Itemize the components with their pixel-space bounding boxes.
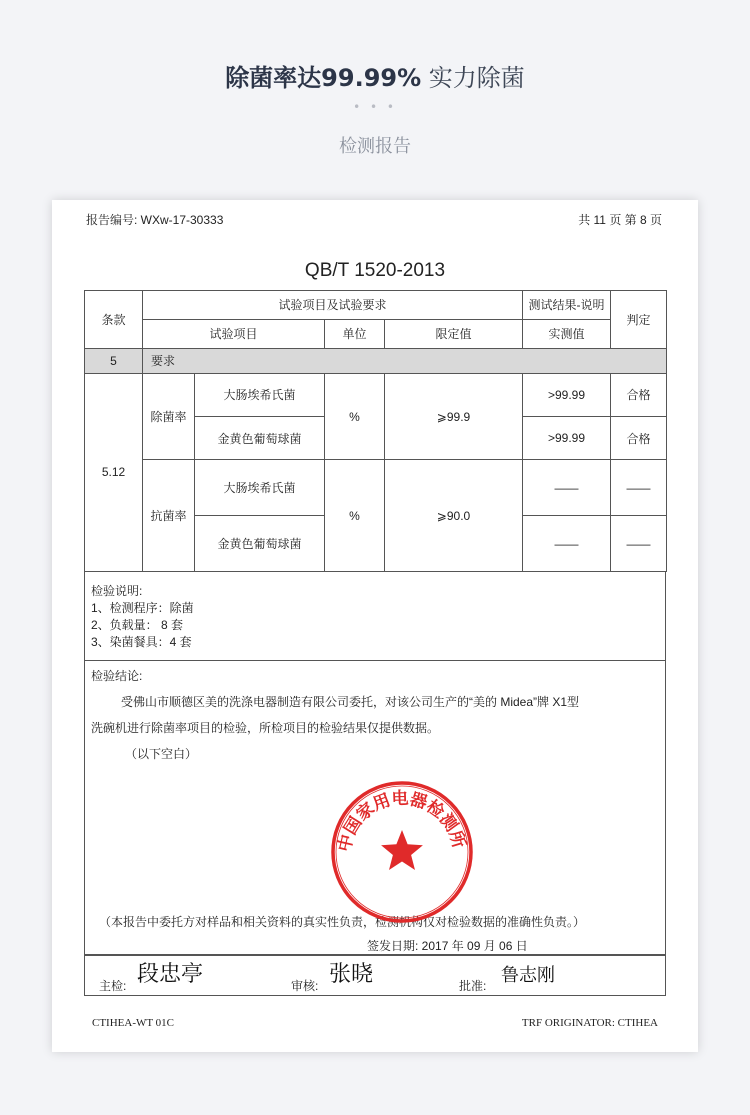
header-limit: 限定值 — [385, 319, 523, 348]
judgement-value: —— — [611, 460, 667, 516]
notes-line: 3、染菌餐具：4 套 — [91, 635, 192, 649]
item-name: 金黄色葡萄球菌 — [195, 516, 325, 572]
test-notes — [84, 572, 666, 661]
issue-date: 签发日期: 2017 年 09 月 06 日 — [367, 939, 528, 953]
table-row — [85, 460, 667, 516]
header-clause: 条款 — [85, 291, 143, 349]
item-name: 大肠埃希氏菌 — [195, 373, 325, 416]
main-inspector-signature: 段忠亭 — [137, 962, 204, 987]
conclusion-title: 检验结论: — [91, 669, 143, 683]
report-number: 报告编号: WXw-17-30333 — [86, 213, 224, 227]
item-name: 金黄色葡萄球菌 — [195, 417, 325, 460]
main-inspector-label: 主检: — [99, 979, 127, 993]
approver-signature: 鲁志刚 — [501, 965, 555, 986]
signature-block — [84, 954, 666, 996]
measured-value: >99.99 — [523, 417, 611, 460]
standard-title: QB/T 1520-2013 — [304, 260, 446, 281]
limit-value: ⩾90.0 — [385, 460, 523, 572]
seal-star-icon — [381, 830, 423, 870]
disclaimer: （本报告中委托方对样品和相关资料的真实性负责，检测机构仅对检验数据的准确性负责。） — [99, 915, 586, 929]
header-measured: 实测值 — [523, 319, 611, 348]
reviewer-signature: 张晓 — [329, 962, 374, 987]
approver-label: 批准: — [459, 979, 487, 993]
measured-value: —— — [523, 516, 611, 572]
unit-value: % — [325, 373, 385, 460]
judgement-value: —— — [611, 516, 667, 572]
title-divider-dots: • • • — [353, 100, 397, 114]
conclusion-paragraph-cont: 洗碗机进行除菌率项目的检验，所检项目的检验结果仅提供数据。 — [91, 721, 440, 735]
table-row — [85, 373, 667, 416]
official-seal-icon — [330, 780, 474, 924]
conclusion-paragraph: 受佛山市顺德区美的洗涤电器制造有限公司委托，对该公司生产的“美的 Midea”牌 X1型 — [121, 695, 580, 709]
page-subtitle: 检测报告 — [339, 136, 411, 157]
blank-note: （以下空白） — [125, 747, 198, 761]
judgement-value: 合格 — [611, 373, 667, 416]
judgement-value: 合格 — [611, 417, 667, 460]
limit-value: ⩾99.9 — [385, 373, 523, 460]
header-item: 试验项目 — [143, 319, 325, 348]
item-name: 大肠埃希氏菌 — [195, 460, 325, 516]
results-table — [84, 290, 667, 572]
group-name: 除菌率 — [143, 373, 195, 460]
title-highlight: 除菌率达99.99% — [225, 64, 422, 92]
measured-value: >99.99 — [523, 373, 611, 416]
header-result: 测试结果-说明 — [523, 291, 611, 320]
title-rest: 实力除菌 — [421, 64, 525, 92]
clause-number: 5.12 — [85, 373, 143, 571]
header-unit: 单位 — [325, 319, 385, 348]
page-info: 共 11 页 第 8 页 — [578, 213, 662, 227]
footer-originator: TRF ORIGINATOR: CTIHEA — [521, 1017, 658, 1029]
req-label: 要求 — [143, 348, 667, 373]
page-title — [0, 58, 750, 93]
notes-title: 检验说明: — [91, 584, 143, 598]
group-name: 抗菌率 — [143, 460, 195, 572]
measured-value: —— — [523, 460, 611, 516]
unit-value: % — [325, 460, 385, 572]
header-judgement: 判定 — [611, 291, 667, 349]
notes-line: 1、检测程序：除菌 — [91, 601, 194, 615]
reviewer-label: 审核: — [291, 979, 319, 993]
footer-form-code: CTIHEA-WT 01C — [92, 1017, 174, 1029]
header-items-req: 试验项目及试验要求 — [143, 291, 523, 320]
req-number: 5 — [85, 348, 143, 373]
seal-text-path: 中国家用电器检测所 — [334, 788, 469, 854]
notes-line: 2、负载量： 8 套 — [91, 618, 184, 632]
